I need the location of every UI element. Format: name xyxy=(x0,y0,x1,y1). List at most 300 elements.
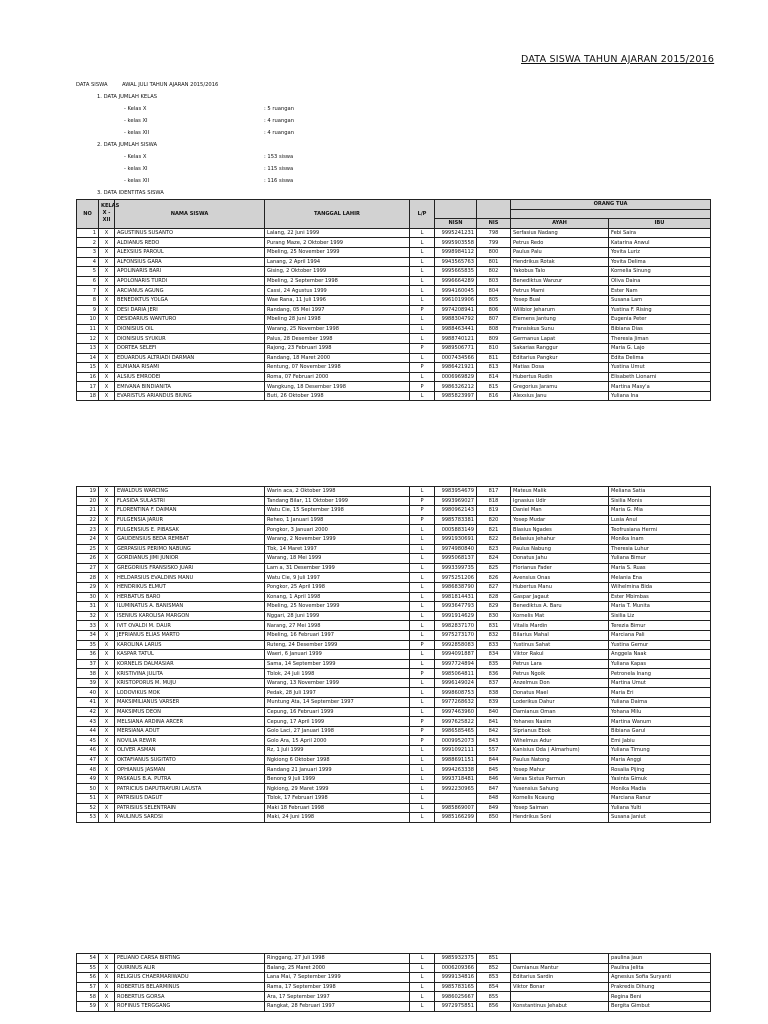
cell-ibu: Wilhelmina Bida xyxy=(609,582,711,592)
cell-no: 25 xyxy=(77,544,99,554)
cell-nama-siswa: GERPASIUS PERIMO NABUNG xyxy=(115,544,265,554)
cell-ayah: Gregorius Jaramu xyxy=(511,382,609,392)
cell-tanggal-lahir: Cepung, 16 Februari 1999 xyxy=(265,707,410,717)
cell-nama-siswa: HELDARSIUS EVALDINS MANU xyxy=(115,573,265,583)
cell-nisn: 0005883149 xyxy=(435,525,477,535)
cell-nama-siswa: MERSIANA ADUT xyxy=(115,726,265,736)
cell-ibu: Ester Mbimbas xyxy=(609,592,711,602)
cell-ibu: Teofrusiana Hermi xyxy=(609,525,711,535)
cell-nis: 829 xyxy=(477,602,511,612)
cell-tanggal-lahir: Pedak, 28 Juli 1997 xyxy=(265,688,410,698)
cell-nama-siswa: EDUARDUS ALTRIADI DARMAN xyxy=(115,353,265,363)
cell-no: 3 xyxy=(77,247,99,257)
table-row xyxy=(77,765,711,775)
cell-kelas: X xyxy=(99,973,115,983)
section-jumlah-kelas: 1. DATA JUMLAH KELAS xyxy=(97,94,158,100)
cell-nis: 822 xyxy=(477,534,511,544)
cell-nama-siswa: DIONISIUS SYUKUR xyxy=(115,334,265,344)
info-lead-label: DATA SISWA xyxy=(76,82,108,88)
cell-lp: L xyxy=(410,765,435,775)
cell-lp: L xyxy=(410,698,435,708)
cell-kelas: X xyxy=(99,582,115,592)
table-row xyxy=(77,688,711,698)
cell-kelas: X xyxy=(99,554,115,564)
cell-kelas: X xyxy=(99,353,115,363)
cell-no: 2 xyxy=(77,238,99,248)
cell-no: 42 xyxy=(77,707,99,717)
cell-nisn: 0006969829 xyxy=(435,372,477,382)
cell-no: 52 xyxy=(77,803,99,813)
cell-lp: L xyxy=(410,372,435,382)
cell-no: 44 xyxy=(77,726,99,736)
cell-ayah: Blasius Ngades xyxy=(511,525,609,535)
cell-tanggal-lahir: Rentung, 07 November 1998 xyxy=(265,363,410,373)
table-row xyxy=(77,669,711,679)
cell-nis: 854 xyxy=(477,982,511,992)
table-row xyxy=(77,334,711,344)
cell-tanggal-lahir: Randang, 05 Mei 1997 xyxy=(265,305,410,315)
cell-no: 1 xyxy=(77,228,99,238)
cell-nisn: 9974980840 xyxy=(435,544,477,554)
table-row xyxy=(77,506,711,516)
cell-nis: 800 xyxy=(477,247,511,257)
cell-nama-siswa: KAROLINA LARUS xyxy=(115,640,265,650)
cell-nisn: 9988463441 xyxy=(435,324,477,334)
cell-nis: 831 xyxy=(477,621,511,631)
header-kelas: KELAS X - XII xyxy=(99,200,115,229)
cell-kelas: X xyxy=(99,813,115,823)
cell-tanggal-lahir: Ngkiong 6 Oktober 1998 xyxy=(265,755,410,765)
cell-lp: L xyxy=(410,228,435,238)
cell-lp: L xyxy=(410,573,435,583)
cell-nis: 847 xyxy=(477,784,511,794)
cell-nisn: 9985932375 xyxy=(435,954,477,964)
cell-nama-siswa: FULGENSIUS E. PIBASAK xyxy=(115,525,265,535)
cell-ibu: Lusia Anul xyxy=(609,515,711,525)
table-row xyxy=(77,611,711,621)
cell-ayah: Gaspar Jagaut xyxy=(511,592,609,602)
cell-ayah: Yusensius Sahung xyxy=(511,784,609,794)
cell-nama-siswa: GAUDENSIUS BEDA REMBAT xyxy=(115,534,265,544)
cell-ayah: Petrus Mami xyxy=(511,286,609,296)
cell-nisn: 9977268632 xyxy=(435,698,477,708)
cell-nis: 802 xyxy=(477,267,511,277)
cell-ayah: Sakarias Ranggur xyxy=(511,343,609,353)
cell-no: 57 xyxy=(77,982,99,992)
cell-kelas: X xyxy=(99,247,115,257)
cell-nama-siswa: OLIVER ASMAN xyxy=(115,746,265,756)
cell-lp: L xyxy=(410,315,435,325)
siswa-xii-value: : 116 siswa xyxy=(264,178,294,184)
cell-ayah: Belasius Jehahur xyxy=(511,534,609,544)
cell-tanggal-lahir: Lalang, 22 Juni 1999 xyxy=(265,228,410,238)
cell-ibu: Maria Anggi xyxy=(609,755,711,765)
cell-ibu: Bibiana Garul xyxy=(609,726,711,736)
cell-no: 9 xyxy=(77,305,99,315)
cell-no: 26 xyxy=(77,554,99,564)
cell-lp: L xyxy=(410,267,435,277)
kelas-xi-value: : 4 ruangan xyxy=(264,118,294,124)
student-table-part-3 xyxy=(76,953,711,1012)
table-row xyxy=(77,963,711,973)
cell-kelas: X xyxy=(99,726,115,736)
cell-kelas: X xyxy=(99,621,115,631)
cell-nis: 798 xyxy=(477,228,511,238)
cell-lp: P xyxy=(410,506,435,516)
cell-nama-siswa: KRISTOPORUS M. MUJU xyxy=(115,678,265,688)
table-row xyxy=(77,496,711,506)
cell-no: 36 xyxy=(77,650,99,660)
cell-nisn: 9985783381 xyxy=(435,515,477,525)
cell-ibu: Maria G. Lajo xyxy=(609,343,711,353)
cell-no: 43 xyxy=(77,717,99,727)
cell-tanggal-lahir: Tblok, 24 Juli 1998 xyxy=(265,669,410,679)
table-row xyxy=(77,973,711,983)
cell-tanggal-lahir: Sama, 14 September 1999 xyxy=(265,659,410,669)
cell-nisn: 9985064811 xyxy=(435,669,477,679)
cell-lp: L xyxy=(410,992,435,1002)
table-row xyxy=(77,247,711,257)
cell-ibu: Martina Masy'a xyxy=(609,382,711,392)
table-row xyxy=(77,286,711,296)
cell-kelas: X xyxy=(99,525,115,535)
table-row xyxy=(77,954,711,964)
cell-ayah: Donatus Mael xyxy=(511,688,609,698)
cell-ayah: Yosep Mudar xyxy=(511,515,609,525)
cell-ayah: Kanisius Oda ( Almarhum) xyxy=(511,746,609,756)
cell-lp: L xyxy=(410,1001,435,1011)
cell-lp: L xyxy=(410,487,435,497)
cell-no: 4 xyxy=(77,257,99,267)
section-jumlah-siswa: 2. DATA JUMLAH SISWA xyxy=(97,142,158,148)
cell-nis: 805 xyxy=(477,295,511,305)
cell-tanggal-lahir: Mbeling, 25 November 1999 xyxy=(265,602,410,612)
cell-ayah: Petrus Redo xyxy=(511,238,609,248)
header-orang-tua-spacer xyxy=(511,209,711,219)
cell-kelas: X xyxy=(99,650,115,660)
cell-ayah: Daniel Man xyxy=(511,506,609,516)
table-row xyxy=(77,726,711,736)
cell-ayah: Paulus Natong xyxy=(511,755,609,765)
cell-ayah: Hubertus Manu xyxy=(511,582,609,592)
info-block xyxy=(76,80,406,200)
cell-lp: L xyxy=(410,611,435,621)
table-row xyxy=(77,602,711,612)
table-row xyxy=(77,621,711,631)
cell-nis: 835 xyxy=(477,659,511,669)
cell-ibu: Meliana Satia xyxy=(609,487,711,497)
cell-tanggal-lahir: Warang, 25 November 1998 xyxy=(265,324,410,334)
cell-tanggal-lahir: Tbk, 14 Maret 1997 xyxy=(265,544,410,554)
siswa-x-value: : 153 siswa xyxy=(264,154,294,160)
cell-no: 46 xyxy=(77,746,99,756)
cell-nisn: 9991930691 xyxy=(435,534,477,544)
cell-tanggal-lahir: Mbeling, 2 September 1998 xyxy=(265,276,410,286)
cell-nis: 842 xyxy=(477,726,511,736)
cell-lp: L xyxy=(410,813,435,823)
cell-nis: 839 xyxy=(477,698,511,708)
cell-nisn: 0006209366 xyxy=(435,963,477,973)
cell-tanggal-lahir: Nggari, 28 Juni 1999 xyxy=(265,611,410,621)
student-table-part-1 xyxy=(76,199,711,401)
kelas-x-value: : 5 ruangan xyxy=(264,106,294,112)
cell-nis: 856 xyxy=(477,1001,511,1011)
cell-tanggal-lahir: Rama, 17 September 1998 xyxy=(265,982,410,992)
cell-lp: L xyxy=(410,286,435,296)
cell-no: 5 xyxy=(77,267,99,277)
cell-tanggal-lahir: Lana Mai, 7 September 1999 xyxy=(265,973,410,983)
cell-nis: 853 xyxy=(477,973,511,983)
table-row xyxy=(77,324,711,334)
cell-kelas: X xyxy=(99,324,115,334)
table-row xyxy=(77,659,711,669)
cell-lp: L xyxy=(410,963,435,973)
cell-tanggal-lahir: Warang, 2 November 1999 xyxy=(265,534,410,544)
cell-lp: L xyxy=(410,678,435,688)
cell-kelas: X xyxy=(99,286,115,296)
table-row xyxy=(77,544,711,554)
cell-no: 13 xyxy=(77,343,99,353)
cell-nisn: 9993969027 xyxy=(435,496,477,506)
cell-nama-siswa: APOLONARIS TURDI xyxy=(115,276,265,286)
cell-nama-siswa: HENDRIKUS ELMUT xyxy=(115,582,265,592)
header-nis: NIS xyxy=(477,219,511,229)
cell-lp: L xyxy=(410,707,435,717)
cell-tanggal-lahir: Tblok, 17 Februari 1998 xyxy=(265,794,410,804)
cell-nisn: 9975273170 xyxy=(435,630,477,640)
cell-tanggal-lahir: Rajong, 23 Februari 1998 xyxy=(265,343,410,353)
cell-nama-siswa: LODOVIKUS MOK xyxy=(115,688,265,698)
cell-nis: 852 xyxy=(477,963,511,973)
cell-nisn: 9985783165 xyxy=(435,982,477,992)
table-row xyxy=(77,382,711,392)
cell-nis: 823 xyxy=(477,544,511,554)
cell-no: 35 xyxy=(77,640,99,650)
cell-nisn: 9995241231 xyxy=(435,228,477,238)
cell-nis: 808 xyxy=(477,324,511,334)
cell-nis: 838 xyxy=(477,688,511,698)
cell-ibu: Agnesius Sofia Suryanti xyxy=(609,973,711,983)
cell-nama-siswa: OKTAFIANUS SUGITATO xyxy=(115,755,265,765)
cell-tanggal-lahir: Waeri, 6 Januari 1999 xyxy=(265,650,410,660)
cell-ayah: Editarius Sardin xyxy=(511,973,609,983)
cell-nisn: 9993718481 xyxy=(435,774,477,784)
cell-ayah: Avensius Onas xyxy=(511,573,609,583)
cell-lp: P xyxy=(410,496,435,506)
table-row xyxy=(77,257,711,267)
cell-ibu: Yasinta Gimuk xyxy=(609,774,711,784)
cell-nisn: 9998984112 xyxy=(435,247,477,257)
cell-tanggal-lahir: Gising, 2 Oktober 1999 xyxy=(265,267,410,277)
cell-nisn: 9975251206 xyxy=(435,573,477,583)
table-row xyxy=(77,630,711,640)
cell-ayah: Paulus Nabung xyxy=(511,544,609,554)
cell-kelas: X xyxy=(99,992,115,1002)
kelas-xii-value: : 4 ruangan xyxy=(264,130,294,136)
cell-nis: 851 xyxy=(477,954,511,964)
cell-tanggal-lahir: Buti, 26 Oktober 1998 xyxy=(265,391,410,401)
cell-lp: P xyxy=(410,736,435,746)
cell-kelas: X xyxy=(99,544,115,554)
cell-kelas: X xyxy=(99,982,115,992)
cell-kelas: X xyxy=(99,372,115,382)
table-row xyxy=(77,563,711,573)
cell-no: 58 xyxy=(77,992,99,1002)
cell-lp: L xyxy=(410,954,435,964)
cell-nama-siswa: ALEXSIUS PAROUL xyxy=(115,247,265,257)
cell-nis: 855 xyxy=(477,992,511,1002)
header-nama-siswa: NAMA SISWA xyxy=(115,200,265,229)
cell-nisn: 9986326212 xyxy=(435,382,477,392)
cell-ibu: Yohana Milu xyxy=(609,707,711,717)
cell-tanggal-lahir: Ngkiong, 29 Maret 1999 xyxy=(265,784,410,794)
cell-nis: 816 xyxy=(477,391,511,401)
cell-ibu: Petronela Inang xyxy=(609,669,711,679)
cell-ayah: Loderikus Dahur xyxy=(511,698,609,708)
cell-ibu: Emi Jabiu xyxy=(609,736,711,746)
cell-lp: L xyxy=(410,746,435,756)
cell-kelas: X xyxy=(99,276,115,286)
cell-lp: L xyxy=(410,774,435,784)
cell-tanggal-lahir: Lam a, 31 Desember 1999 xyxy=(265,563,410,573)
cell-ayah: Konstantinus Jehabut xyxy=(511,1001,609,1011)
cell-ayah: Yosep Mahur xyxy=(511,765,609,775)
cell-lp: L xyxy=(410,295,435,305)
cell-ayah: Alexsius Janu xyxy=(511,391,609,401)
cell-lp: L xyxy=(410,353,435,363)
cell-ayah: Matias Dosa xyxy=(511,363,609,373)
cell-ibu: Yustina Gemur xyxy=(609,640,711,650)
cell-nama-siswa: DESIDARIUS WANTURO xyxy=(115,315,265,325)
cell-lp: L xyxy=(410,582,435,592)
cell-ibu: Theresia Jiman xyxy=(609,334,711,344)
cell-nama-siswa: FLORENTINA F. DAIMAN xyxy=(115,506,265,516)
cell-ibu: Monika Madia xyxy=(609,784,711,794)
cell-ayah: Paulus Palu xyxy=(511,247,609,257)
cell-lp: L xyxy=(410,238,435,248)
cell-kelas: X xyxy=(99,669,115,679)
cell-kelas: X xyxy=(99,363,115,373)
cell-ayah: Kornelis Ncaung xyxy=(511,794,609,804)
cell-ibu: Terezia Bimur xyxy=(609,621,711,631)
cell-ayah: Yohanes Nasim xyxy=(511,717,609,727)
cell-nisn: 0007434566 xyxy=(435,353,477,363)
cell-no: 51 xyxy=(77,794,99,804)
cell-ayah: Fransiskus Sunu xyxy=(511,324,609,334)
cell-nis: 557 xyxy=(477,746,511,756)
cell-lp: L xyxy=(410,794,435,804)
cell-ibu: Marciana Ranur xyxy=(609,794,711,804)
cell-no: 32 xyxy=(77,611,99,621)
cell-nama-siswa: MELSIANA ARDINA ARCER xyxy=(115,717,265,727)
cell-nis: 841 xyxy=(477,717,511,727)
cell-nis: 803 xyxy=(477,276,511,286)
cell-ibu: Martina Umut xyxy=(609,678,711,688)
cell-nis: 832 xyxy=(477,630,511,640)
cell-nisn: 9988691151 xyxy=(435,755,477,765)
cell-kelas: X xyxy=(99,267,115,277)
header-nisn: NISN xyxy=(435,219,477,229)
cell-tanggal-lahir: Maki, 24 Juni 1998 xyxy=(265,813,410,823)
cell-nisn: 9994160045 xyxy=(435,286,477,296)
cell-ayah: Donatus Jahu xyxy=(511,554,609,564)
cell-kelas: X xyxy=(99,736,115,746)
cell-kelas: X xyxy=(99,765,115,775)
cell-nama-siswa: EWALDUS WARCING xyxy=(115,487,265,497)
cell-ibu: Bergita Gimbut xyxy=(609,1001,711,1011)
cell-kelas: X xyxy=(99,506,115,516)
cell-nama-siswa: FULGENSIA JARUR xyxy=(115,515,265,525)
cell-ibu: Maria Eri xyxy=(609,688,711,698)
cell-ibu: Maria T. Munita xyxy=(609,602,711,612)
header-tanggal-lahir: TANGGAL LAHIR xyxy=(265,200,410,229)
cell-no: 28 xyxy=(77,573,99,583)
table-row xyxy=(77,707,711,717)
cell-no: 18 xyxy=(77,391,99,401)
cell-nis: 817 xyxy=(477,487,511,497)
table-row xyxy=(77,678,711,688)
cell-nis: 844 xyxy=(477,755,511,765)
cell-kelas: X xyxy=(99,573,115,583)
cell-ayah: Elemens Jantung xyxy=(511,315,609,325)
cell-kelas: X xyxy=(99,774,115,784)
cell-ayah: Hendrikus Soni xyxy=(511,813,609,823)
cell-ibu: Susana Lam xyxy=(609,295,711,305)
cell-tanggal-lahir: Maki 18 Februari 1998 xyxy=(265,803,410,813)
cell-tanggal-lahir: Ara, 17 September 1997 xyxy=(265,992,410,1002)
cell-ibu: Yovita Luriz xyxy=(609,247,711,257)
cell-no: 30 xyxy=(77,592,99,602)
cell-ibu: Elisabeth Lionarni xyxy=(609,372,711,382)
table-row xyxy=(77,592,711,602)
cell-nis: 845 xyxy=(477,765,511,775)
cell-kelas: X xyxy=(99,659,115,669)
cell-ibu: Yovita Delima xyxy=(609,257,711,267)
cell-lp: L xyxy=(410,688,435,698)
cell-tanggal-lahir: Roma, 07 Februari 2000 xyxy=(265,372,410,382)
cell-lp: L xyxy=(410,621,435,631)
cell-kelas: X xyxy=(99,755,115,765)
cell-ibu: Rosalia Pijing xyxy=(609,765,711,775)
table-row xyxy=(77,267,711,277)
header-ibu: IBU xyxy=(609,219,711,229)
cell-nama-siswa: DIONISIUS OIL xyxy=(115,324,265,334)
cell-lp: L xyxy=(410,334,435,344)
cell-kelas: X xyxy=(99,391,115,401)
cell-nama-siswa: KORNELIS DALMASIAR xyxy=(115,659,265,669)
cell-lp: P xyxy=(410,726,435,736)
header-lp: L/P xyxy=(410,200,435,229)
table-row xyxy=(77,534,711,544)
cell-ibu: Yuliana Bimur xyxy=(609,554,711,564)
cell-no: 27 xyxy=(77,563,99,573)
cell-lp: P xyxy=(410,305,435,315)
cell-no: 59 xyxy=(77,1001,99,1011)
cell-tanggal-lahir: Mbeling, 16 Februari 1997 xyxy=(265,630,410,640)
cell-kelas: X xyxy=(99,803,115,813)
cell-ayah: Wihelmus Adur xyxy=(511,736,609,746)
cell-nama-siswa: APOLINARIS BARI xyxy=(115,267,265,277)
cell-ibu: Yuliana Kapas xyxy=(609,659,711,669)
kelas-xii-label: - kelas XII xyxy=(124,130,150,136)
cell-nis: 849 xyxy=(477,803,511,813)
table-row xyxy=(77,343,711,353)
cell-tanggal-lahir: Pongkor, 25 April 1998 xyxy=(265,582,410,592)
cell-no: 29 xyxy=(77,582,99,592)
student-table-part-2 xyxy=(76,486,711,823)
cell-ayah: Anzelmus Don xyxy=(511,678,609,688)
table-row xyxy=(77,717,711,727)
